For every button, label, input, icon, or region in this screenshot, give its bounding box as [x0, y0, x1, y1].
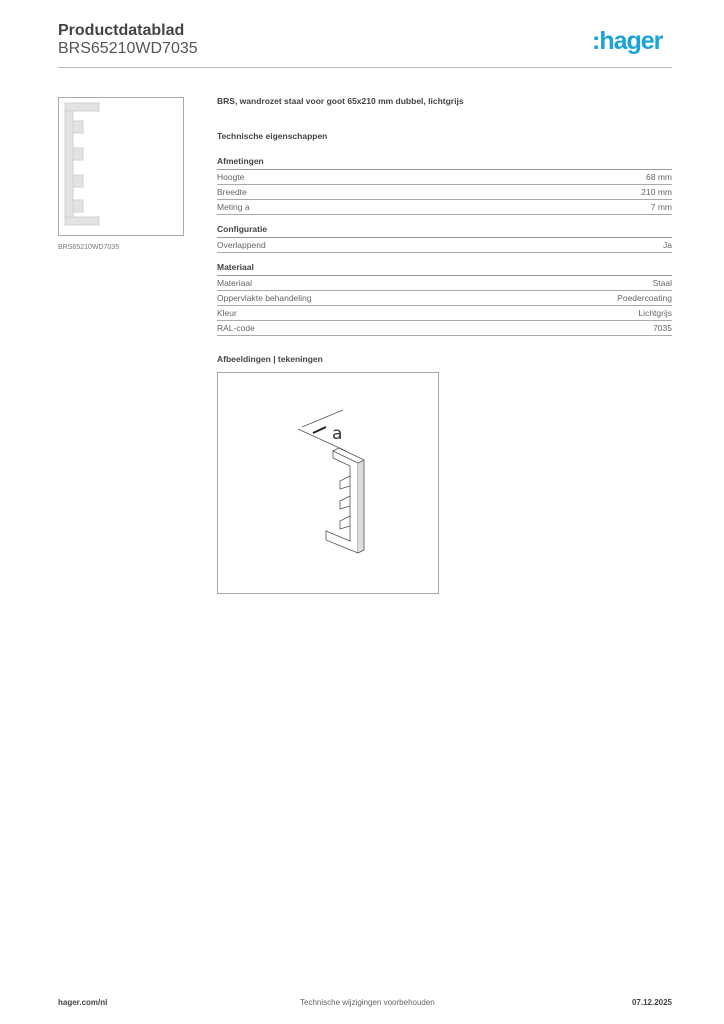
page-title: Productdatablad — [58, 22, 185, 39]
dimension-label: a — [332, 424, 343, 444]
spec-label: RAL-code — [217, 323, 255, 333]
spec-row — [217, 238, 672, 253]
spec-label: Breedte — [217, 187, 247, 197]
spec-label: Oppervlakte behandeling — [217, 293, 312, 303]
spec-group-title: Materiaal — [217, 262, 672, 276]
footer-website[interactable]: hager.com/nl — [58, 998, 108, 1007]
spec-section — [217, 96, 672, 379]
footer-date: 07.12.2025 — [631, 998, 672, 1007]
technical-drawing — [217, 372, 439, 594]
spec-label: Hoogte — [217, 172, 245, 182]
product-description: BRS, wandrozet staal voor goot 65x210 mm dubbel, lichtgrijs — [217, 96, 464, 106]
spacer — [217, 253, 672, 262]
spec-label: Kleur — [217, 308, 237, 318]
image-caption: BRS65210WD7035 — [58, 244, 120, 251]
specs-title: Technische eigenschappen — [217, 131, 328, 141]
spec-row — [217, 170, 672, 185]
hager-logo: :hager — [592, 27, 663, 55]
spec-label: Overlappend — [217, 240, 266, 250]
spec-value: 7035 — [653, 323, 672, 333]
spec-row — [217, 306, 672, 321]
spec-row — [217, 321, 672, 336]
spec-value: Poedercoating — [617, 293, 672, 303]
spec-value: 7 mm — [650, 202, 672, 212]
spec-row — [217, 200, 672, 215]
spacer — [217, 215, 672, 224]
spec-value: Staal — [652, 278, 672, 288]
product-image — [58, 97, 184, 236]
drawings-title: Afbeeldingen | tekeningen — [217, 354, 323, 364]
header-divider — [58, 67, 672, 68]
footer-note: Technische wijzigingen voorbehouden — [300, 998, 435, 1007]
product-code: BRS65210WD7035 — [58, 40, 198, 57]
spec-group-title: Configuratie — [217, 224, 672, 238]
spec-value: 68 mm — [646, 172, 672, 182]
spec-row — [217, 185, 672, 200]
spec-value: Lichtgrijs — [638, 308, 672, 318]
spec-value: Ja — [663, 240, 672, 250]
spec-row — [217, 276, 672, 291]
spec-label: Meting a — [217, 202, 250, 212]
spec-value: 210 mm — [641, 187, 672, 197]
spec-group-title: Afmetingen — [217, 156, 672, 170]
spec-row — [217, 291, 672, 306]
spec-label: Materiaal — [217, 278, 252, 288]
